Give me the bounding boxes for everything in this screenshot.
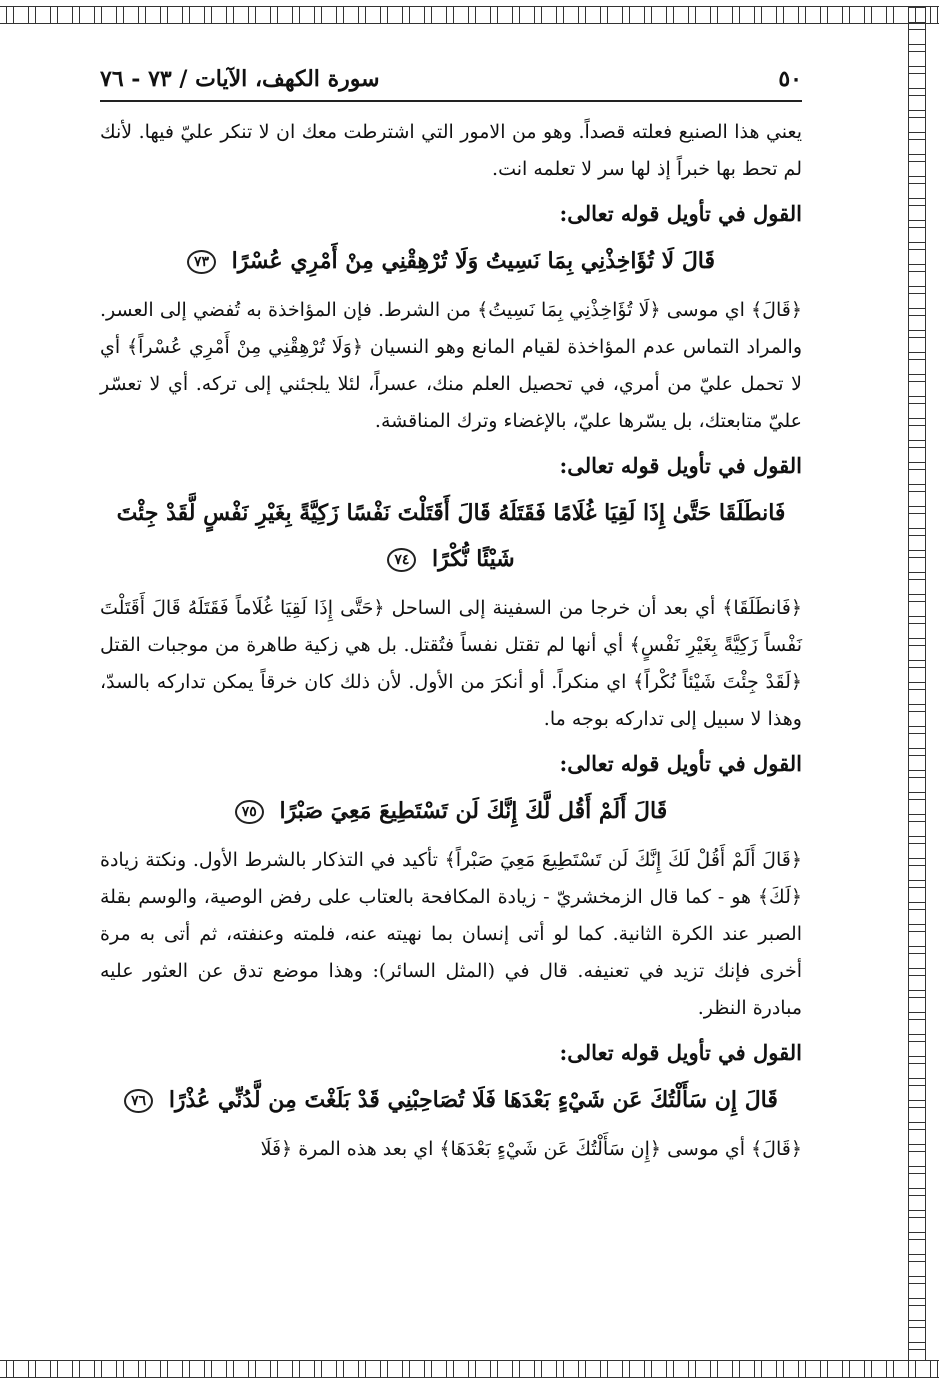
- bottom-border-ornament: [0, 1360, 939, 1378]
- verse-number: ٧٤: [387, 548, 416, 572]
- running-title: سورة الكهف، الآيات / ٧٣ - ٧٦: [100, 66, 380, 92]
- verse-number: ٧٦: [124, 1089, 153, 1113]
- verse-text: قَالَ إِن سَأَلْتُكَ عَن شَيْءٍ بَعْدَهَا فَلَا تُصَاحِبْنِي قَدْ بَلَغْتَ مِن لَّدُنِّي عُذْرًا: [168, 1087, 778, 1113]
- verse-text: قَالَ أَلَمْ أَقُل لَّكَ إِنَّكَ لَن تَسْتَطِيعَ مَعِيَ صَبْرًا: [279, 798, 668, 824]
- page-header: [100, 66, 802, 102]
- top-border-ornament: [0, 6, 939, 24]
- quran-verse: [100, 1077, 802, 1123]
- paragraph: يعني هذا الصنيع فعلته قصداً. وهو من الامور التي اشترطت معك ان لا تنكر عليّ فيها. لأنك لم تحط بها خبراً إذ لها سر لا تعلمه انت.: [100, 121, 802, 180]
- paragraph: ﴿قَالَ﴾ اي موسى ﴿لَا تُؤَاخِذْنِي بِمَا نَسِيتُ﴾ من الشرط. فإن المؤاخذة به تُفضي إلى العسر. والمراد التماس عدم المؤاخذة لقيام المانع وهو النسيان ﴿وَلَا تُرْهِقْنِي مِنْ أَمْرِي عُسْراً﴾ أي لا تحمل عليّ من أمري، في تحصيل العلم منك، عسراً، لئلا يلجئني إلى تركه. أي لا تعسّر عليّ متابعتك، بل يسّرها عليّ، بالإغضاء وترك المناقشة.: [100, 299, 802, 432]
- right-border-ornament: [908, 6, 926, 1378]
- paragraph: ﴿فَانطَلَقَا﴾ أي بعد أن خرجا من السفينة إلى الساحل ﴿حَتَّى إِذَا لَقِيَا غُلَاماً فَقَتَلَهُ قَالَ أَقَتَلْتَ نَفْساً زَكِيَّةً بِغَيْرِ نَفْسٍ﴾ أي أنها لم تقتل نفساً فتُقتل. بل هي زكية طاهرة من موجبات القتل ﴿لَقَدْ جِئْتَ شَيْئاً نُكْراً﴾ اي منكراً. أو أنكرَ من الأول. لأن ذلك كان خرقاً يمكن تداركه بالسدّ، وهذا لا سبيل إلى تداركه بوجه ما.: [100, 597, 802, 730]
- verse-text: قَالَ لَا تُؤَاخِذْنِي بِمَا نَسِيتُ وَلَا تُرْهِقْنِي مِنْ أَمْرِي عُسْرًا: [231, 248, 716, 274]
- section-heading: القول في تأويل قوله تعالى:: [559, 453, 802, 478]
- section-heading: القول في تأويل قوله تعالى:: [559, 201, 802, 226]
- page-body: [100, 114, 802, 1168]
- verse-text: فَانطَلَقَا حَتَّىٰ إِذَا لَقِيَا غُلَامًا فَقَتَلَهُ قَالَ أَقَتَلْتَ نَفْسًا زَكِيَّةً بِغَيْرِ نَفْسٍ لَّقَدْ جِئْتَ شَيْئًا نُّكْرًا: [116, 500, 786, 572]
- paragraph: ﴿قَالَ﴾ أي موسى ﴿إِن سَأَلْتُكَ عَن شَيْءٍ بَعْدَهَا﴾ اي بعد هذه المرة ﴿فَلَا: [260, 1138, 802, 1160]
- quran-verse: [100, 490, 802, 582]
- paragraph: ﴿قَالَ أَلَمْ أَقُلْ لَكَ إِنَّكَ لَن تَسْتَطِيعَ مَعِيَ صَبْراً﴾ تأكيد في التذكار بالشرط الأول. ونكتة زيادة ﴿لَكَ﴾ هو - كما قال الزمخشريّ - زيادة المكافحة بالعتاب على رفض الوصية، والوسم بقلة الصبر عند الكرة الثانية. كما لو أتى إنسان بما نهيته عنه، فلمته وعنفته، ثم أتى به مرة أخرى فإنك تزيد في تعنيفه. قال في (المثل السائر): وهذا موضع تدق عن العثور عليه مبادرة النظر.: [100, 849, 802, 1019]
- quran-verse: [100, 788, 802, 834]
- quran-verse: [100, 238, 802, 284]
- page-number: ٥٠: [778, 66, 802, 92]
- verse-number: ٧٥: [235, 800, 264, 824]
- section-heading: القول في تأويل قوله تعالى:: [559, 751, 802, 776]
- section-heading: القول في تأويل قوله تعالى:: [559, 1040, 802, 1065]
- book-page: [100, 66, 802, 1174]
- verse-number: ٧٣: [187, 250, 216, 274]
